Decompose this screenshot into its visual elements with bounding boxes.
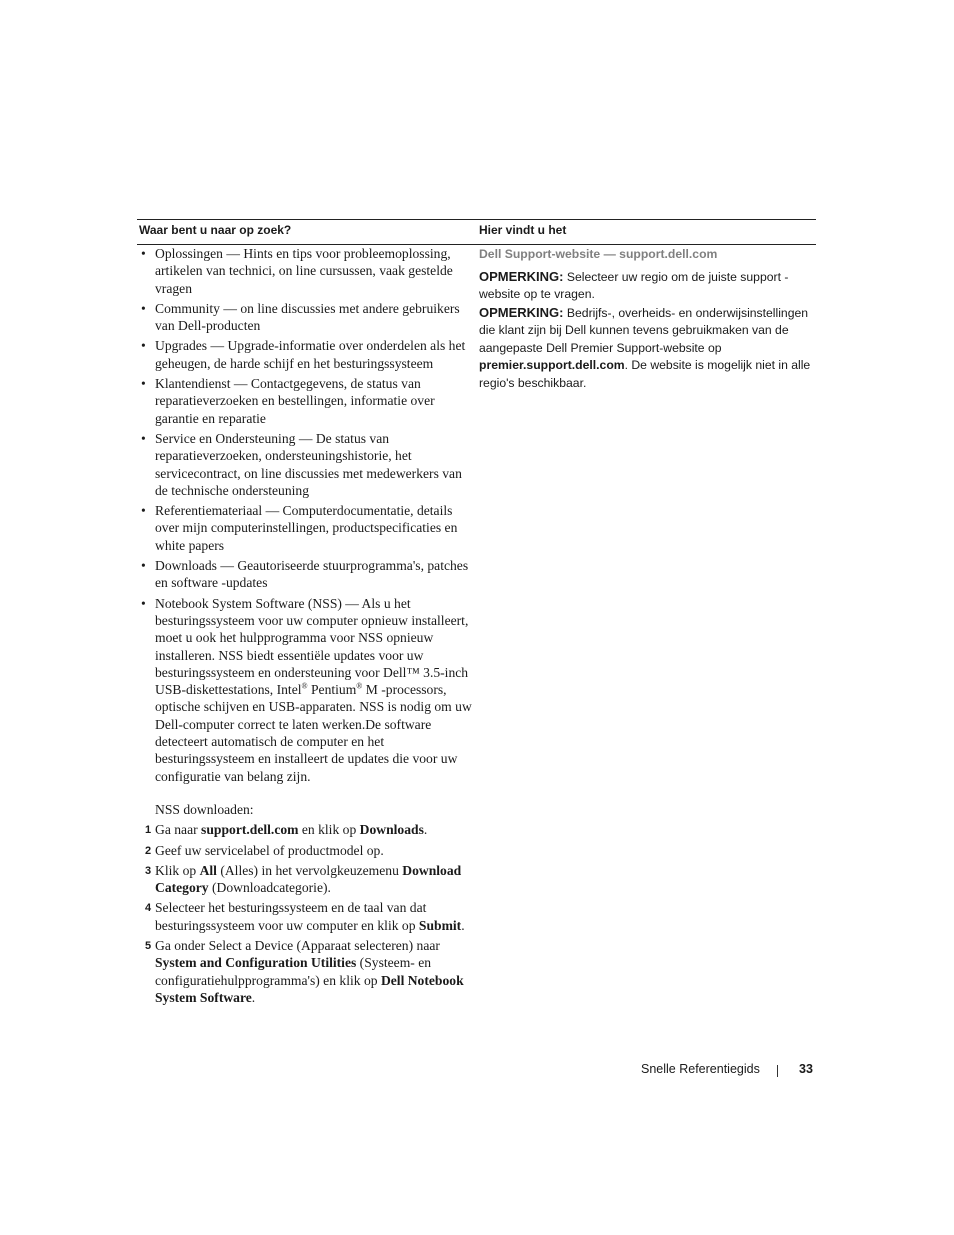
list-item: [137, 337, 473, 372]
step-text: en klik op: [298, 822, 360, 838]
step-number: 1: [145, 824, 152, 837]
bullet-icon: •: [141, 595, 146, 611]
bullet-icon: •: [141, 558, 146, 574]
note-label: OPMERKING:: [479, 268, 564, 284]
note-2: [479, 304, 815, 393]
list-item-text: Klantendienst — Contactgegevens, de status van reparatieverzoeken en bestellingen, informatie over garantie en reparatie: [155, 376, 435, 426]
step-text: Ga onder Select a Device (Apparaat selecteren) naar: [155, 937, 440, 953]
info-table: [137, 219, 816, 1005]
note-text: Selecteer uw regio om de juiste support -website op te vragen.: [479, 269, 789, 301]
note-text: . De website is mogelijk niet in alle regio's beschikbaar.: [479, 358, 811, 390]
step-text: Selecteer het besturingssysteem en de taal van dat besturingssysteem voor uw computer en klik op: [155, 900, 427, 933]
footer-separator: [777, 1065, 778, 1077]
step-text: Geef uw servicelabel of productmodel op.: [155, 842, 384, 858]
list-item: [137, 557, 473, 592]
bullet-icon: •: [141, 376, 146, 392]
list-item: [137, 502, 473, 554]
step-number: 3: [145, 864, 152, 877]
list-item: [137, 300, 473, 335]
list-item-text: Service en Ondersteuning — De status van reparatieverzoeken, ondersteuningshistorie, het servicecontract, on line discussies met medewerkers van de technische ondersteuning: [155, 430, 462, 498]
step-number: 4: [145, 902, 152, 915]
page-number: 33: [799, 1062, 813, 1076]
step-text: .: [423, 822, 428, 838]
step-bold: System and Configuration Utilities: [155, 955, 357, 971]
nss-text-a: Notebook System Software (NSS) — Als u het besturingssysteem voor uw computer opnieuw installeert, moet u ook het hulpprogramma voor NSS opnieuw installeren. NSS biedt essentiële updates voor uw besturingssysteem en ondersteuning voor Dell™ 3.5-inch USB-diskettestations, Intel: [155, 595, 469, 698]
step-text: (Systeem- en configuratiehulpprogramma's) en klik op: [155, 955, 432, 988]
left-column: [137, 245, 473, 1009]
step-text: .: [251, 989, 256, 1005]
step-number: 2: [145, 844, 152, 857]
table-header: [137, 219, 816, 245]
step-text: Ga naar: [155, 822, 202, 838]
list-item-text: Upgrades — Upgrade-informatie over onderdelen als het geheugen, de harde schijf en het besturingssysteem: [155, 338, 466, 371]
note-label: OPMERKING:: [479, 304, 564, 320]
note-text: Bedrijfs-, overheids- en onderwijsinstellingen die klant zijn bij Dell kunnen tevens gebruikmaken van de aangepaste Dell Premier Support-website op: [479, 305, 809, 355]
step-item: [137, 899, 473, 934]
step-bold: Downloads: [359, 822, 424, 838]
list-item-nss: [137, 595, 473, 785]
list-item: [137, 245, 473, 297]
steps-list: [137, 821, 473, 1006]
step-item: [137, 937, 473, 1006]
support-website-link[interactable]: Dell Support-website — support.dell.com: [479, 247, 718, 261]
list-item: [137, 430, 473, 499]
step-text: (Alles) in het vervolgkeuzemenu: [216, 862, 403, 878]
step-bold: All: [199, 862, 217, 878]
nss-download-title: NSS downloaden:: [155, 801, 254, 817]
header-right: Hier vindt u het: [479, 223, 567, 237]
bullet-icon: •: [141, 503, 146, 519]
step-text: .: [461, 917, 465, 933]
step-text: Klik op: [155, 862, 200, 878]
note-1: [479, 268, 815, 304]
header-left: Waar bent u naar op zoek?: [139, 223, 292, 237]
bullet-icon: •: [141, 338, 146, 354]
list-item: [137, 375, 473, 427]
footer-title: Snelle Referentiegids: [641, 1062, 760, 1076]
bullet-icon: •: [141, 430, 146, 446]
step-bold: support.dell.com: [201, 822, 299, 838]
step-bold: Download Category: [155, 862, 462, 896]
step-text: (Downloadcategorie).: [208, 880, 331, 896]
bullet-icon: •: [141, 300, 146, 316]
registered-mark: ®: [301, 681, 308, 691]
list-item-text: Oplossingen — Hints en tips voor probleemoplossing, artikelen van technici, on line cursussen, vaak gestelde vragen: [155, 246, 453, 296]
nss-text-c: M -processors, optische schijven en USB-apparaten. NSS is nodig om uw Dell-computer correct te laten werken.De software detecteert automatisch de computer en het besturingssysteem en installeert de updates die voor uw configuratie van belang zijn.: [155, 682, 472, 784]
step-bold: Dell Notebook System Software: [155, 972, 464, 1005]
step-number: 5: [145, 939, 152, 952]
bullet-icon: •: [141, 246, 146, 261]
list-item-text: Community — on line discussies met andere gebruikers van Dell-producten: [155, 300, 460, 334]
step-bold: Submit: [418, 917, 462, 933]
bullet-list: [137, 245, 473, 785]
premier-support-link[interactable]: premier.support.dell.com: [479, 358, 625, 372]
right-column: [479, 246, 815, 392]
step-item: [137, 862, 473, 897]
step-item: [137, 821, 473, 838]
list-item-text: Downloads — Geautoriseerde stuurprogramma's, patches en software -updates: [155, 558, 469, 591]
step-item: [137, 842, 473, 859]
registered-mark: ®: [356, 681, 363, 691]
list-item-text: Referentiemateriaal — Computerdocumentatie, details over mijn computerinstellingen, productspecificaties en white papers: [155, 503, 458, 553]
nss-text-b: Pentium: [307, 682, 357, 698]
